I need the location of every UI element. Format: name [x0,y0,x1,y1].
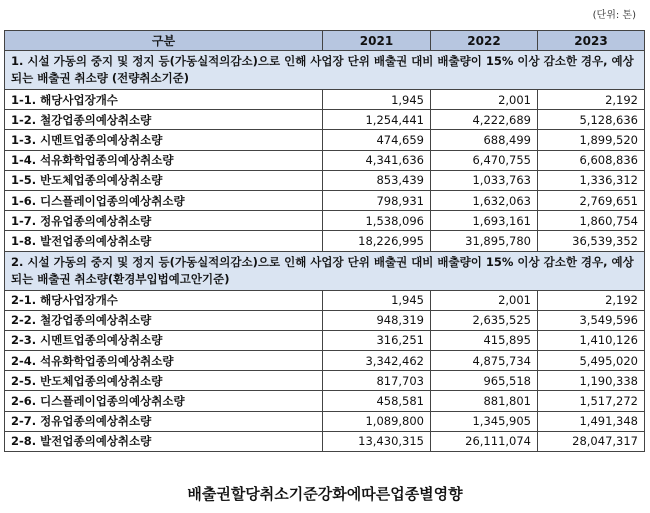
table-row [5,351,645,371]
cell-value-2022: 4,222,689 [431,110,538,130]
cell-value-2023: 1,190,338 [538,371,645,391]
cell-value-2023: 6,608,836 [538,150,645,170]
cell-value-2021: 4,341,636 [323,150,431,170]
cell-value-2022: 26,111,074 [431,431,538,451]
header-category: 구분 [5,31,323,51]
table-row [5,411,645,431]
table-row [5,170,645,190]
table-row [5,330,645,350]
cell-value-2023: 5,128,636 [538,110,645,130]
cell-value-2021: 1,254,441 [323,110,431,130]
cell-value-2023: 36,539,352 [538,231,645,251]
figure-caption: 배출권할당취소기준강화에따른업종별영향 [187,485,463,503]
table-row [5,110,645,130]
cell-value-2021: 13,430,315 [323,431,431,451]
row-label: 2-3. 시멘트업종의예상취소량 [5,330,323,350]
cell-value-2023: 1,517,272 [538,391,645,411]
cell-value-2021: 798,931 [323,190,431,210]
row-label: 2-2. 철강업종의예상취소량 [5,310,323,330]
section-header-row [5,251,645,290]
cell-value-2023: 1,860,754 [538,211,645,231]
row-label: 1-4. 석유화학업종의예상취소량 [5,150,323,170]
cell-value-2022: 31,895,780 [431,231,538,251]
cell-value-2021: 853,439 [323,170,431,190]
table-row [5,211,645,231]
cell-value-2023: 3,549,596 [538,310,645,330]
cell-value-2023: 1,410,126 [538,330,645,350]
table-row [5,231,645,251]
row-label: 1-5. 반도체업종의예상취소량 [5,170,323,190]
cell-value-2022: 1,693,161 [431,211,538,231]
row-label: 1-1. 해당사업장개수 [5,90,323,110]
cell-value-2021: 817,703 [323,371,431,391]
cell-value-2022: 2,001 [431,290,538,310]
table-row [5,190,645,210]
cell-value-2023: 1,336,312 [538,170,645,190]
cell-value-2023: 2,769,651 [538,190,645,210]
row-label: 2-5. 반도체업종의예상취소량 [5,371,323,391]
cell-value-2021: 1,945 [323,90,431,110]
cell-value-2023: 2,192 [538,90,645,110]
cell-value-2023: 5,495,020 [538,351,645,371]
row-label: 1-8. 발전업종의예상취소량 [5,231,323,251]
table-body [5,51,645,452]
cell-value-2022: 688,499 [431,130,538,150]
row-label: 2-1. 해당사업장개수 [5,290,323,310]
cell-value-2022: 1,345,905 [431,411,538,431]
table-row [5,431,645,451]
cell-value-2021: 458,581 [323,391,431,411]
cell-value-2021: 1,089,800 [323,411,431,431]
header-year-2023: 2023 [538,31,645,51]
row-label: 1-7. 정유업종의예상취소량 [5,211,323,231]
cell-value-2022: 1,632,063 [431,190,538,210]
cell-value-2022: 415,895 [431,330,538,350]
cell-value-2022: 881,801 [431,391,538,411]
cell-value-2022: 2,001 [431,90,538,110]
table-row [5,391,645,411]
section-title: 2. 시설 가동의 중지 및 정지 등(가동실적의감소)으로 인해 사업장 단위 배출권 대비 배출량이 15% 이상 감소한 경우, 예상되는 배출권 취소량(환경부입법예고안기준) [5,251,645,290]
cell-value-2022: 965,518 [431,371,538,391]
table-row [5,150,645,170]
section-header-row [5,51,645,90]
cell-value-2023: 2,192 [538,290,645,310]
cell-value-2022: 1,033,763 [431,170,538,190]
table-row [5,310,645,330]
table-row [5,371,645,391]
row-label: 1-3. 시멘트업종의예상취소량 [5,130,323,150]
row-label: 1-2. 철강업종의예상취소량 [5,110,323,130]
header-year-2022: 2022 [431,31,538,51]
cell-value-2021: 474,659 [323,130,431,150]
row-label: 1-6. 디스플레이업종의예상취소량 [5,190,323,210]
cell-value-2023: 1,899,520 [538,130,645,150]
cell-value-2021: 1,945 [323,290,431,310]
cell-value-2022: 4,875,734 [431,351,538,371]
cell-value-2022: 6,470,755 [431,150,538,170]
row-label: 2-8. 발전업종의예상취소량 [5,431,323,451]
cell-value-2023: 28,047,317 [538,431,645,451]
cell-value-2021: 18,226,995 [323,231,431,251]
cell-value-2021: 1,538,096 [323,211,431,231]
row-label: 2-6. 디스플레이업종의예상취소량 [5,391,323,411]
table-row [5,90,645,110]
cell-value-2021: 316,251 [323,330,431,350]
row-label: 2-4. 석유화학업종의예상취소량 [5,351,323,371]
table-header-row [5,31,645,51]
table-row [5,290,645,310]
row-label: 2-7. 정유업종의예상취소량 [5,411,323,431]
cell-value-2021: 3,342,462 [323,351,431,371]
unit-note: (단위: 톤) [592,10,636,21]
cell-value-2021: 948,319 [323,310,431,330]
section-title: 1. 시설 가동의 중지 및 정지 등(가동실적의감소)으로 인해 사업장 단위 배출권 대비 배출량이 15% 이상 감소한 경우, 예상되는 배출권 취소량 (전량취소기준) [5,51,645,90]
header-year-2021: 2021 [323,31,431,51]
cell-value-2022: 2,635,525 [431,310,538,330]
emission-cancellation-table [4,30,645,452]
cell-value-2023: 1,491,348 [538,411,645,431]
table-row [5,130,645,150]
